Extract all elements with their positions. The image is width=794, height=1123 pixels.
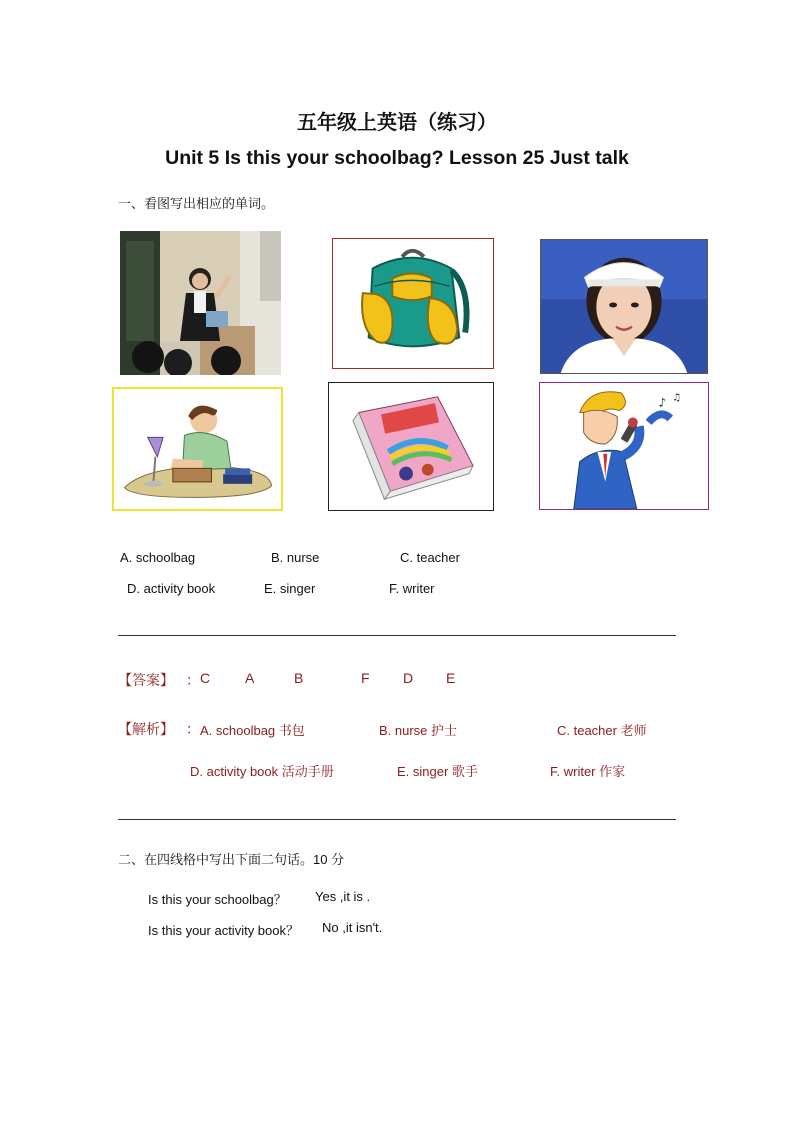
explain-item: A. schoolbag 书包: [200, 723, 305, 738]
sentence-question: Is this your activity book？: [148, 923, 299, 938]
explain-item: C. teacher 老师: [557, 723, 647, 738]
explain-colon: ：: [186, 721, 200, 737]
option-d: D. activity book: [127, 581, 216, 596]
explain-item: F. writer 作家: [550, 764, 626, 779]
svg-text:♫: ♫: [672, 392, 682, 404]
answer-item: D: [403, 670, 414, 686]
option-f: F. writer: [389, 581, 435, 596]
singer-icon: [539, 382, 709, 510]
schoolbag-icon: [332, 238, 494, 369]
answer-item: F: [361, 670, 370, 686]
explain-label: 【解析】: [118, 721, 174, 737]
page-title: 五年级上英语（练习）: [297, 112, 497, 134]
answer-item: B: [294, 670, 304, 686]
sentence-question: Is this your schoolbag？: [148, 892, 287, 907]
explain-item: B. nurse 护士: [379, 723, 458, 738]
explain-item: E. singer 歌手: [397, 764, 478, 779]
answer-item: C: [200, 670, 211, 686]
question-1: 一、看图写出相应的单词。: [118, 196, 275, 211]
sentence-answer: Yes ,it is .: [315, 889, 371, 904]
teacher-photo: [120, 231, 281, 375]
divider: [118, 635, 676, 636]
answer-label: 【答案】: [118, 672, 174, 688]
answer-item: A: [245, 670, 255, 686]
page-subtitle: Unit 5 Is this your schoolbag? Lesson 25 Just talk: [165, 147, 629, 169]
sentence-answer: No ,it isn't.: [322, 920, 383, 935]
explain-item: D. activity book 活动手册: [190, 764, 334, 779]
option-e: E. singer: [264, 581, 316, 596]
answer-colon: ：: [186, 672, 200, 688]
option-b: B. nurse: [271, 550, 320, 565]
option-c: C. teacher: [400, 550, 460, 565]
writer-icon: [112, 387, 283, 511]
divider: [118, 819, 676, 820]
option-a: A. schoolbag: [120, 550, 196, 565]
answer-item: E: [446, 670, 456, 686]
activity-book-icon: [328, 382, 494, 511]
question-2: 二、在四线格中写出下面二句话。10 分: [118, 852, 345, 867]
nurse-photo: [540, 239, 708, 374]
svg-text:♪: ♪: [658, 395, 666, 410]
